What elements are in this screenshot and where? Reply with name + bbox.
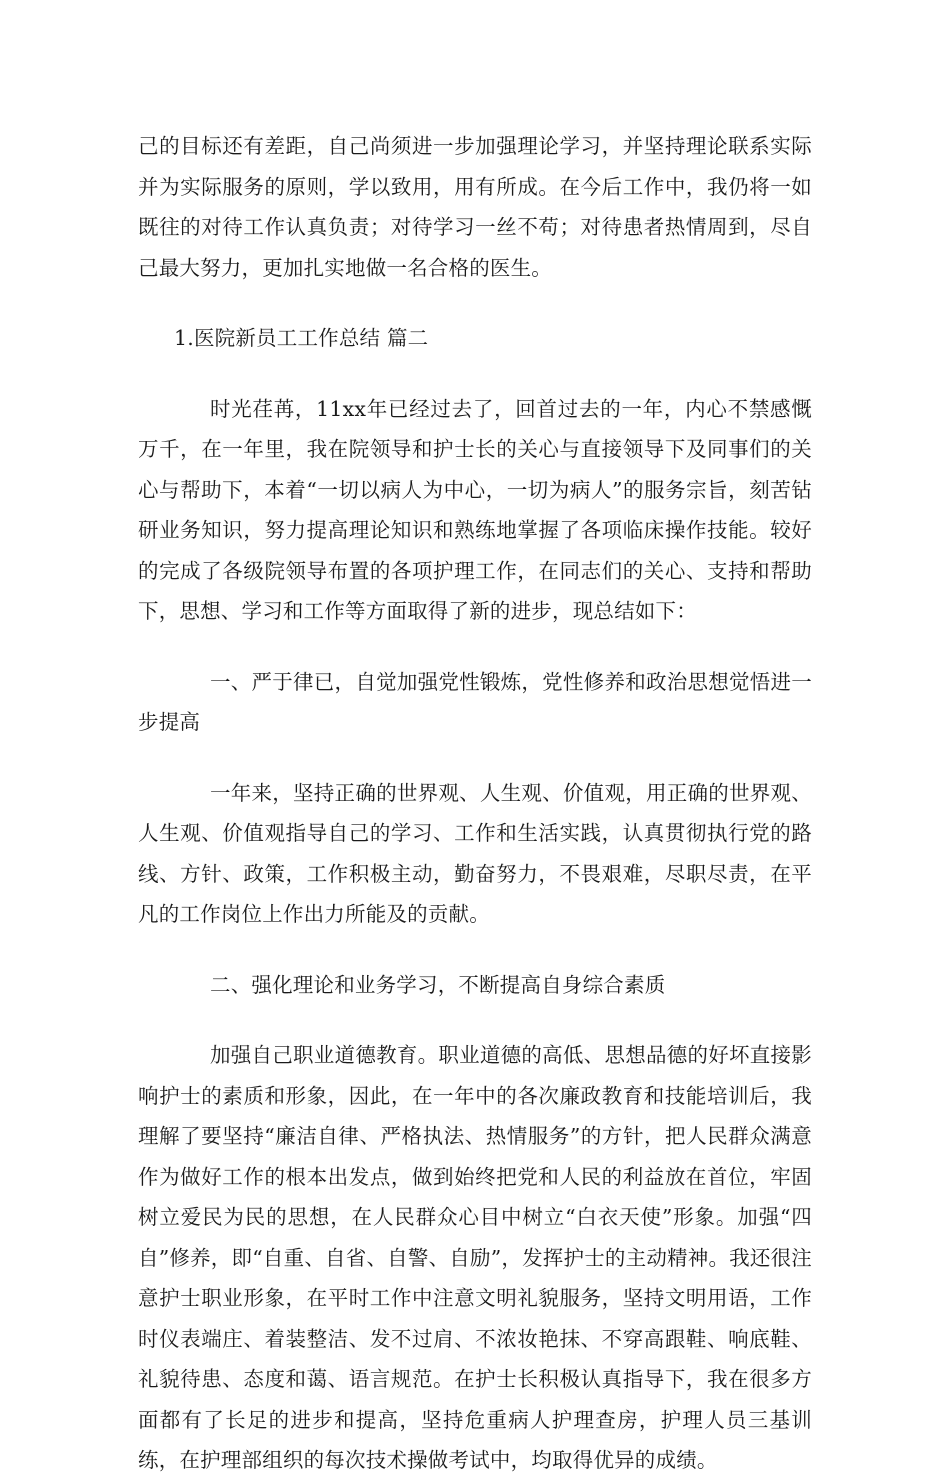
paragraph-continuation: 己的目标还有差距，自己尚须进一步加强理论学习，并坚持理论联系实际并为实际服务的原则，学以致用，用有所成。在今后工作中，我仍将一如既往的对待工作认真负责；对待学习一丝不苟；对待患者热情周到，尽自己最大努力，更加扎实地做一名合格的医生。 [138,134,812,280]
paragraph-worldview: 一年来，坚持正确的世界观、人生观、价值观，用正确的世界观、人生观、价值观指导自己的学习、工作和生活实践，认真贯彻执行党的路线、方针、政策，工作积极主动，勤奋努力，不畏艰难，尽职尽责，在平凡的工作岗位上作出力所能及的贡献。 [138,780,812,926]
section-heading-part-two: 1.医院新员工工作总结 篇二 [174,326,429,350]
subheading-one: 一、严于律已，自觉加强党性锻炼，党性修养和政治思想觉悟进一步提高 [138,669,812,734]
document-page [138,126,812,1481]
subheading-two: 二、强化理论和业务学习，不断提高自身综合素质 [210,972,666,997]
paragraph-ethics: 加强自己职业道德教育。职业道德的高低、思想品德的好坏直接影响护士的素质和形象，因此，在一年中的各次廉政教育和技能培训后，我理解了要坚持“廉洁自律、严格执法、热情服务”的方针，把人民群众满意作为做好工作的根本出发点，做到始终把党和人民的利益放在首位，牢固树立爱民为民的思想，在人民群众心目中树立“白衣天使”形象。加强“四自”修养，即“自重、自省、自警、自励”，发挥护士的主动精神。我还很注意护士职业形象，在平时工作中注意文明礼貌服务，坚持文明用语，工作时仪表端庄、着装整洁、发不过肩、不浓妆艳抹、不穿高跟鞋、响底鞋、礼貌待患、态度和蔼、语言规范。在护士长积极认真指导下，我在很多方面都有了长足的进步和提高，坚持危重病人护理查房，护理人员三基训练，在护理部组织的每次技术操做考试中，均取得优异的成绩。 [138,1043,812,1472]
paragraph-intro: 时光荏苒，11xx年已经过去了，回首过去的一年，内心不禁感慨万千，在一年里，我在院领导和护士长的关心与直接领导下及同事们的关心与帮助下，本着“一切以病人为中心，一切为病人”的服务宗旨，刻苦钻研业务知识，努力提高理论知识和熟练地掌握了各项临床操作技能。较好的完成了各级院领导布置的各项护理工作，在同志们的关心、支持和帮助下，思想、学习和工作等方面取得了新的进步，现总结如下： [138,396,812,623]
